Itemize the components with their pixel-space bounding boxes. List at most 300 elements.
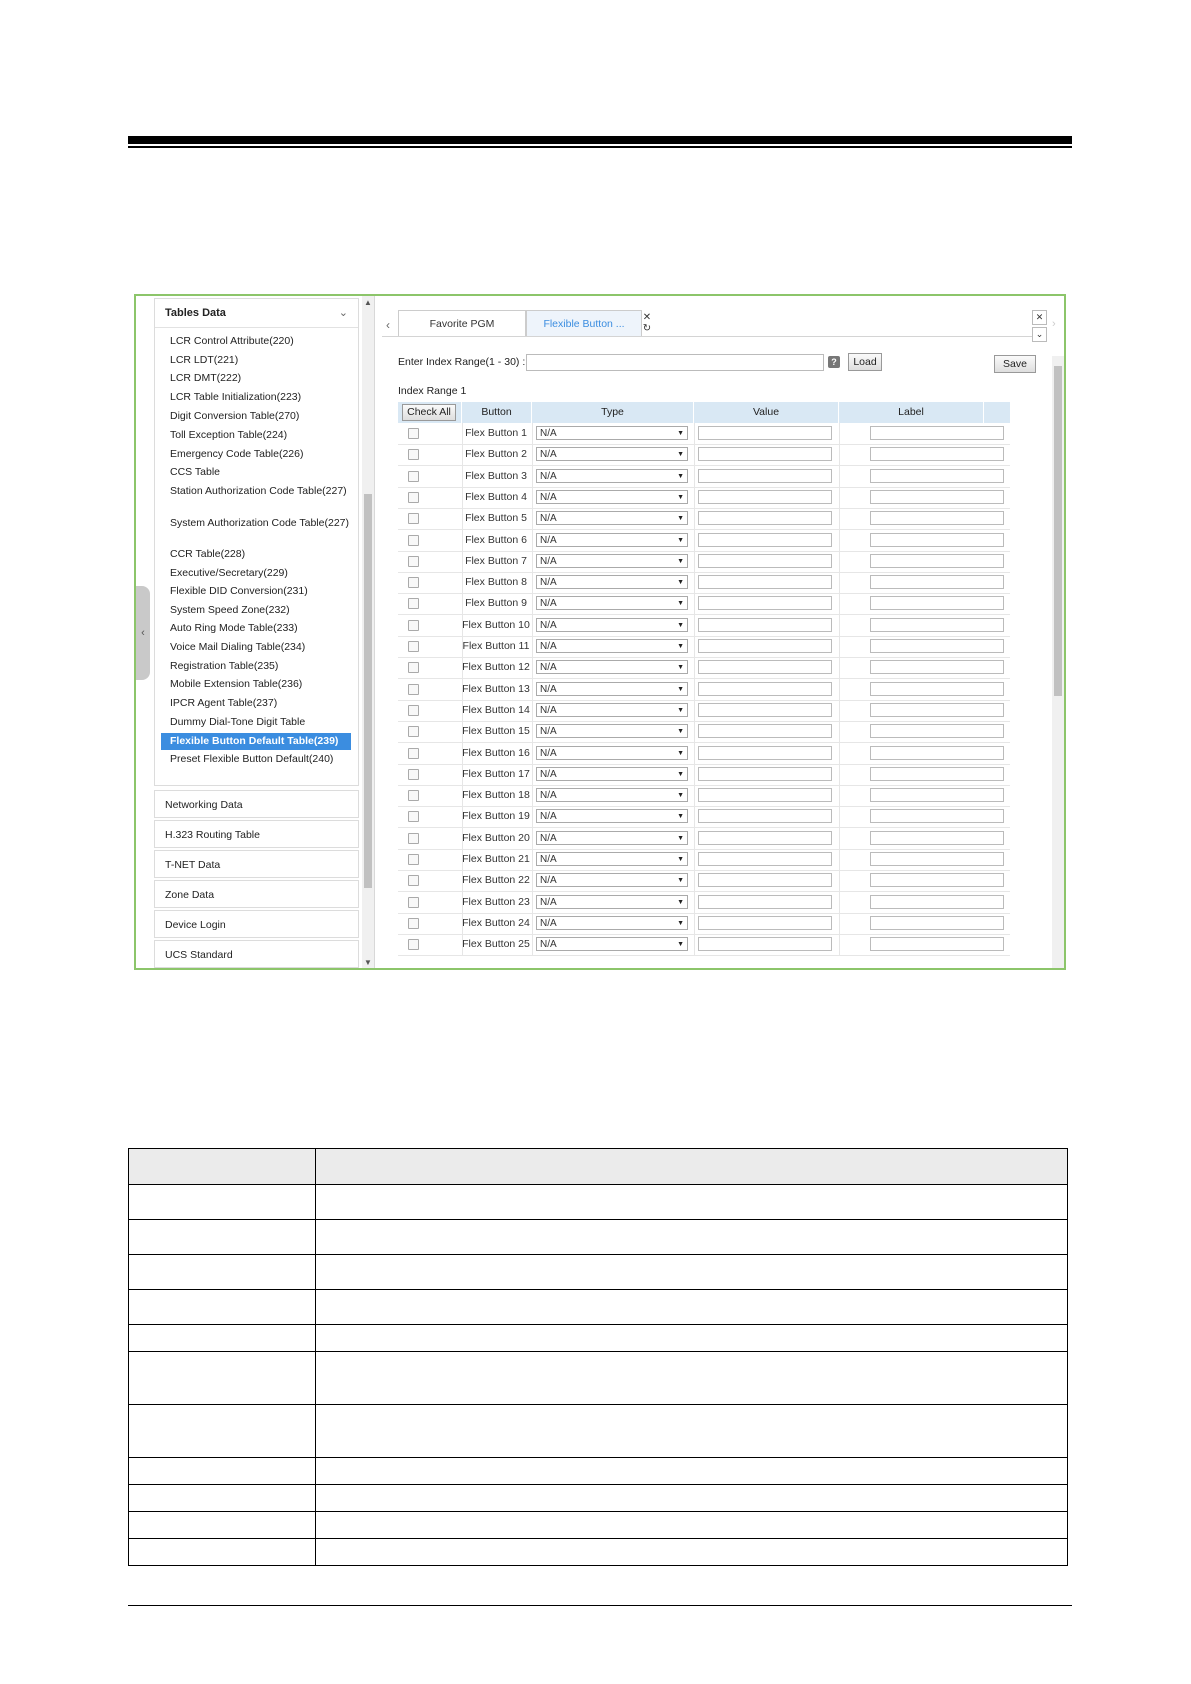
table-row (398, 892, 1010, 914)
column-separator (839, 828, 840, 849)
column-separator (532, 615, 533, 636)
sidebar-item[interactable]: System Authorization Code Table(227) (170, 517, 349, 529)
type-select-value: N/A (540, 534, 557, 546)
table-row (398, 806, 1010, 828)
type-select-value: N/A (540, 917, 557, 929)
type-select-value: N/A (540, 790, 557, 802)
sidebar-item[interactable]: Dummy Dial-Tone Digit Table (170, 716, 306, 728)
value-input[interactable] (698, 916, 832, 930)
close-all-icon[interactable]: ✕ (1032, 310, 1047, 325)
label-input[interactable] (870, 916, 1004, 930)
column-separator (694, 679, 695, 700)
flex-button-name: Flex Button 11 (462, 640, 530, 652)
type-select[interactable] (536, 809, 688, 823)
column-separator (839, 892, 840, 913)
value-input[interactable] (698, 596, 832, 610)
row-checkbox[interactable] (408, 705, 419, 716)
label-input[interactable] (870, 937, 1004, 951)
type-select[interactable] (536, 682, 688, 696)
label-input[interactable] (870, 511, 1004, 525)
column-separator (694, 657, 695, 678)
type-select-value: N/A (540, 683, 557, 695)
sidebar-item[interactable]: System Speed Zone(232) (170, 604, 290, 616)
table-row (129, 1512, 1068, 1539)
row-checkbox[interactable] (408, 918, 419, 929)
sidebar-item[interactable]: Digit Conversion Table(270) (170, 410, 300, 422)
flex-button-name: Flex Button 18 (462, 789, 530, 802)
chevron-left-icon: ‹ (141, 627, 145, 639)
type-select-value: N/A (540, 491, 557, 503)
table-row (129, 1255, 1068, 1290)
dropdown-arrow-icon: ▼ (677, 451, 684, 459)
table-row (129, 1220, 1068, 1255)
dropdown-arrow-icon: ▼ (677, 856, 684, 863)
sidebar-item[interactable]: Mobile Extension Table(236) (170, 678, 303, 690)
column-separator (694, 700, 695, 721)
row-checkbox[interactable] (408, 556, 419, 567)
row-checkbox[interactable] (408, 577, 419, 588)
dropdown-arrow-icon: ▼ (677, 664, 684, 672)
type-select[interactable] (536, 596, 688, 610)
type-select[interactable] (536, 831, 688, 845)
flex-button-name: Flex Button 15 (462, 725, 530, 738)
column-separator (694, 785, 695, 806)
row-checkbox[interactable] (408, 833, 419, 844)
type-select[interactable] (536, 490, 688, 504)
row-checkbox[interactable] (408, 854, 419, 865)
type-select-value: N/A (540, 428, 557, 439)
value-input[interactable] (698, 937, 832, 951)
value-input[interactable] (698, 682, 832, 696)
column-separator (839, 593, 840, 614)
table-row (398, 636, 1010, 658)
column-separator (532, 657, 533, 678)
dropdown-arrow-icon: ▼ (677, 430, 684, 437)
table-row (129, 1352, 1068, 1405)
type-select[interactable] (536, 767, 688, 781)
sidebar-item[interactable]: IPCR Agent Table(237) (170, 697, 278, 709)
flex-button-name: Flex Button 13 (462, 682, 530, 695)
table-row (129, 1405, 1068, 1458)
type-select[interactable] (536, 554, 688, 568)
label-input[interactable] (870, 426, 1004, 440)
flex-button-name: Flex Button 17 (462, 767, 530, 780)
check-all-button[interactable]: Check All (402, 404, 456, 421)
row-checkbox[interactable] (408, 726, 419, 737)
label-input[interactable] (870, 852, 1004, 866)
sidebar-item[interactable]: Executive/Secretary(229) (170, 567, 288, 579)
panel-divider (374, 296, 375, 970)
flex-button-name: Flex Button 21 (462, 853, 530, 865)
type-select-value: N/A (540, 726, 557, 738)
label-input[interactable] (870, 660, 1004, 674)
dropdown-arrow-icon: ▼ (677, 515, 684, 523)
table-row (398, 785, 1010, 807)
label-input[interactable] (870, 596, 1004, 610)
flex-button-name: Flex Button 7 (465, 554, 527, 567)
value-input[interactable] (698, 469, 832, 483)
type-select-value: N/A (540, 449, 557, 461)
table-row (398, 828, 1010, 850)
column-separator (839, 764, 840, 785)
table-row (129, 1485, 1068, 1512)
sidebar-item[interactable]: CCR Table(228) (170, 548, 246, 560)
type-select[interactable] (536, 511, 688, 525)
dropdown-arrow-icon: ▼ (677, 834, 684, 842)
column-separator (694, 743, 695, 764)
flex-button-name: Flex Button 9 (465, 597, 527, 610)
flex-button-name: Flex Button 14 (462, 703, 530, 716)
table-row (398, 849, 1010, 871)
scroll-up-icon[interactable]: ▲ (364, 298, 372, 307)
label-input[interactable] (870, 831, 1004, 845)
tables-data-header[interactable] (155, 299, 358, 328)
label-input[interactable] (870, 703, 1004, 717)
type-select-value: N/A (540, 662, 557, 674)
type-select[interactable] (536, 724, 688, 738)
type-select-value: N/A (540, 555, 557, 567)
value-input[interactable] (698, 703, 832, 717)
table-row (398, 721, 1010, 743)
row-checkbox[interactable] (408, 641, 419, 652)
column-separator (839, 508, 840, 529)
description-table (128, 1148, 1068, 1566)
load-button[interactable]: Load (848, 353, 882, 371)
table-row (398, 530, 1010, 552)
label-input[interactable] (870, 639, 1004, 653)
value-input[interactable] (698, 788, 832, 802)
row-checkbox[interactable] (408, 875, 419, 886)
row-checkbox[interactable] (408, 598, 419, 609)
sidebar-item[interactable]: Registration Table(235) (170, 660, 279, 672)
flex-button-name: Flex Button 24 (462, 916, 530, 929)
table-row (129, 1290, 1068, 1325)
col-type-header: Type (532, 402, 694, 423)
type-select[interactable] (536, 895, 688, 909)
sidebar-item[interactable]: Auto Ring Mode Table(233) (170, 622, 298, 634)
table-row (398, 466, 1010, 488)
column-separator (839, 870, 840, 891)
column-separator (532, 721, 533, 742)
column-separator (694, 615, 695, 636)
column-separator (532, 806, 533, 827)
flex-button-name: Flex Button 19 (462, 810, 530, 823)
table-row (398, 572, 1010, 594)
sidebar-item[interactable]: Voice Mail Dialing Table(234) (170, 641, 306, 653)
column-separator (694, 423, 695, 444)
dropdown-arrow-icon: ▼ (677, 706, 684, 714)
dropdown-arrow-icon: ▼ (677, 472, 684, 480)
type-select[interactable] (536, 703, 688, 717)
dropdown-arrow-icon: ▼ (677, 621, 684, 629)
value-input[interactable] (698, 724, 832, 738)
type-select-value: N/A (540, 577, 557, 589)
tab-actions (642, 312, 652, 334)
column-separator (532, 913, 533, 934)
sidebar-scroll-thumb[interactable] (364, 494, 372, 888)
dropdown-arrow-icon: ▼ (677, 579, 684, 587)
column-separator (839, 785, 840, 806)
type-select-value: N/A (540, 811, 557, 823)
row-checkbox[interactable] (408, 684, 419, 695)
label-input[interactable] (870, 895, 1004, 909)
table-row (398, 615, 1010, 637)
label-input[interactable] (870, 746, 1004, 760)
type-select[interactable] (536, 426, 688, 440)
scroll-down-icon[interactable]: ▼ (364, 958, 372, 967)
sidebar-item[interactable]: Station Authorization Code Table(227) (170, 485, 347, 497)
type-select[interactable] (536, 618, 688, 632)
label-input[interactable] (870, 490, 1004, 504)
sidebar-section[interactable]: Device Login (154, 910, 359, 938)
label-input[interactable] (870, 724, 1004, 738)
index-range-input[interactable] (526, 354, 824, 371)
row-checkbox[interactable] (408, 662, 419, 673)
type-select[interactable] (536, 533, 688, 547)
flex-button-name: Flex Button 3 (465, 469, 527, 482)
flex-button-name: Flex Button 25 (462, 938, 530, 951)
col-value-header: Value (694, 402, 839, 423)
type-select[interactable] (536, 447, 688, 461)
type-select-value: N/A (540, 747, 557, 759)
row-checkbox[interactable] (408, 449, 419, 460)
sidebar-item[interactable]: LCR LDT(221) (170, 354, 239, 366)
label-input[interactable] (870, 618, 1004, 632)
type-select[interactable] (536, 469, 688, 483)
type-select[interactable] (536, 639, 688, 653)
type-select-value: N/A (540, 875, 557, 887)
dropdown-arrow-icon: ▼ (677, 536, 684, 544)
flex-button-name: Flex Button 1 (465, 427, 527, 439)
column-separator (839, 423, 840, 444)
dropdown-arrow-icon: ▼ (677, 877, 684, 885)
column-separator (532, 679, 533, 700)
type-select[interactable] (536, 746, 688, 760)
label-input[interactable] (870, 682, 1004, 696)
column-separator (839, 913, 840, 934)
flex-button-name: Flex Button 5 (465, 512, 527, 525)
main-scroll-thumb[interactable] (1054, 366, 1062, 696)
sidebar-section[interactable]: H.323 Routing Table (154, 820, 359, 848)
dropdown-icon[interactable]: ⌄ (1032, 327, 1047, 342)
footer-rule (128, 1605, 1072, 1606)
row-checkbox[interactable] (408, 428, 419, 439)
row-checkbox[interactable] (408, 939, 419, 950)
value-input[interactable] (698, 426, 832, 440)
type-select-value: N/A (540, 832, 557, 844)
column-separator (532, 743, 533, 764)
type-select-value: N/A (540, 619, 557, 631)
value-input[interactable] (698, 575, 832, 589)
column-separator (694, 828, 695, 849)
column-separator (532, 572, 533, 593)
column-separator (694, 892, 695, 913)
header-rule-thick (128, 136, 1072, 144)
sidebar-item[interactable]: Flexible DID Conversion(231) (170, 585, 308, 597)
sidebar (154, 296, 364, 970)
type-select-value: N/A (540, 704, 557, 716)
sidebar-item[interactable]: LCR DMT(222) (170, 372, 242, 384)
row-checkbox[interactable] (408, 811, 419, 822)
column-separator (839, 743, 840, 764)
type-select[interactable] (536, 916, 688, 930)
flex-button-name: Flex Button 2 (465, 448, 527, 461)
column-separator (532, 530, 533, 551)
column-separator (694, 572, 695, 593)
table-row (398, 913, 1010, 935)
type-select-value: N/A (540, 641, 557, 652)
type-select[interactable] (536, 873, 688, 887)
column-separator (532, 423, 533, 444)
index-range-label: Enter Index Range(1 - 30) : (398, 356, 526, 368)
column-separator (532, 593, 533, 614)
tab-scroll-left-icon[interactable]: ‹ (386, 318, 390, 332)
value-input[interactable] (698, 809, 832, 823)
sidebar-item[interactable]: Emergency Code Table(226) (170, 448, 304, 460)
sidebar-item[interactable]: Flexible Button Default Table(239) (161, 733, 351, 750)
dropdown-arrow-icon: ▼ (677, 941, 684, 949)
close-icon[interactable]: ✕ (642, 312, 652, 323)
dropdown-arrow-icon: ▼ (677, 493, 684, 501)
save-button[interactable]: Save (994, 355, 1036, 373)
label-input[interactable] (870, 575, 1004, 589)
column-separator (839, 849, 840, 870)
type-select[interactable] (536, 788, 688, 802)
flex-button-name: Flex Button 23 (462, 895, 530, 908)
column-separator (839, 679, 840, 700)
value-input[interactable] (698, 490, 832, 504)
type-select-value: N/A (540, 896, 557, 908)
flex-button-name: Flex Button 16 (462, 746, 530, 759)
row-checkbox[interactable] (408, 513, 419, 524)
grid-header (398, 402, 1010, 423)
row-checkbox[interactable] (408, 535, 419, 546)
label-input[interactable] (870, 554, 1004, 568)
column-separator (532, 636, 533, 657)
column-separator (694, 444, 695, 465)
dropdown-arrow-icon: ▼ (677, 813, 684, 821)
sidebar-item[interactable]: CCS Table (170, 466, 220, 478)
label-input[interactable] (870, 447, 1004, 461)
row-checkbox[interactable] (408, 748, 419, 759)
type-select[interactable] (536, 937, 688, 951)
value-input[interactable] (698, 767, 832, 781)
column-separator (532, 870, 533, 891)
value-input[interactable] (698, 554, 832, 568)
value-input[interactable] (698, 618, 832, 632)
table-row (129, 1539, 1068, 1566)
chevron-down-icon: ⌄ (338, 307, 348, 319)
label-input[interactable] (870, 788, 1004, 802)
column-separator (694, 636, 695, 657)
flex-button-name: Flex Button 8 (465, 576, 527, 589)
value-input[interactable] (698, 533, 832, 547)
label-input[interactable] (870, 809, 1004, 823)
value-input[interactable] (698, 746, 832, 760)
table-row (398, 423, 1010, 445)
type-select[interactable] (536, 852, 688, 866)
sidebar-item[interactable]: LCR Control Attribute(220) (170, 335, 294, 347)
dropdown-arrow-icon: ▼ (677, 792, 684, 800)
row-checkbox[interactable] (408, 769, 419, 780)
sidebar-section[interactable]: Zone Data (154, 880, 359, 908)
column-separator (532, 849, 533, 870)
value-input[interactable] (698, 511, 832, 525)
column-separator (839, 636, 840, 657)
tab-scroll-right-icon[interactable]: › (1052, 318, 1056, 330)
row-checkbox[interactable] (408, 492, 419, 503)
type-select[interactable] (536, 660, 688, 674)
table-row (398, 700, 1010, 722)
sidebar-item[interactable]: Preset Flexible Button Default(240) (170, 753, 334, 765)
column-separator (532, 487, 533, 508)
column-separator (839, 572, 840, 593)
tab-favorite-pgm[interactable]: Favorite PGM (398, 310, 526, 336)
column-separator (839, 466, 840, 487)
sidebar-section[interactable]: T-NET Data (154, 850, 359, 878)
table-row (129, 1325, 1068, 1352)
sidebar-section[interactable]: Networking Data (154, 790, 359, 818)
refresh-icon[interactable]: ↻ (642, 323, 652, 334)
label-input[interactable] (870, 469, 1004, 483)
type-select-value: N/A (540, 768, 557, 780)
label-input[interactable] (870, 767, 1004, 781)
dropdown-arrow-icon: ▼ (677, 919, 684, 927)
sidebar-item[interactable]: LCR Table Initialization(223) (170, 391, 302, 403)
help-icon[interactable]: ? (828, 356, 840, 368)
row-checkbox[interactable] (408, 620, 419, 631)
tables-data-panel (154, 298, 359, 786)
value-input[interactable] (698, 831, 832, 845)
column-separator (532, 551, 533, 572)
column-separator (694, 806, 695, 827)
flex-button-name: Flex Button 20 (462, 831, 530, 844)
value-input[interactable] (698, 447, 832, 461)
value-input[interactable] (698, 639, 832, 653)
label-input[interactable] (870, 873, 1004, 887)
type-select-value: N/A (540, 854, 557, 865)
type-select-value: N/A (540, 598, 557, 610)
dropdown-arrow-icon: ▼ (677, 749, 684, 757)
dropdown-arrow-icon: ▼ (677, 770, 684, 778)
table-header-row (129, 1149, 1068, 1185)
sidebar-section[interactable]: UCS Standard (154, 940, 359, 968)
type-select[interactable] (536, 575, 688, 589)
column-separator (839, 934, 840, 955)
flex-button-name: Flex Button 22 (462, 874, 530, 887)
table-row (398, 870, 1010, 892)
row-checkbox[interactable] (408, 790, 419, 801)
sidebar-collapse-button[interactable] (136, 586, 150, 680)
label-input[interactable] (870, 533, 1004, 547)
col-label-header: Label (839, 402, 984, 423)
row-checkbox[interactable] (408, 471, 419, 482)
value-input[interactable] (698, 895, 832, 909)
tab-underline (382, 336, 1032, 337)
col-button-header: Button (462, 402, 532, 423)
dropdown-arrow-icon: ▼ (677, 600, 684, 608)
sidebar-item[interactable]: Toll Exception Table(224) (170, 429, 288, 441)
column-separator (839, 657, 840, 678)
tables-data-title: Tables Data (165, 307, 226, 319)
column-separator (532, 828, 533, 849)
value-input[interactable] (698, 852, 832, 866)
row-checkbox[interactable] (408, 897, 419, 908)
column-separator (694, 508, 695, 529)
value-input[interactable] (698, 873, 832, 887)
tab-flexible-button[interactable]: Flexible Button ... (526, 310, 642, 336)
value-input[interactable] (698, 660, 832, 674)
